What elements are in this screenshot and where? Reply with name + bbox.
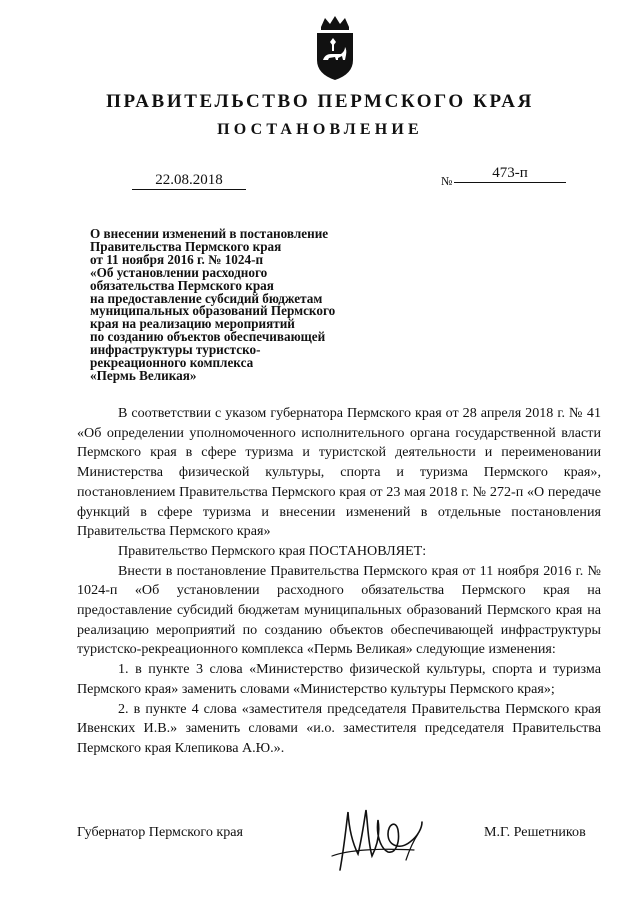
document-type: ПОСТАНОВЛЕНИЕ <box>217 121 423 138</box>
subject-line: по созданию объектов обеспечивающей <box>90 329 326 345</box>
subject-line: края на реализацию мероприятий <box>90 316 295 332</box>
resolution-phrase: Правительство Пермского края ПОСТАНОВЛЯЕТ: <box>118 542 427 559</box>
subject-line: обязательства Пермского края <box>90 277 274 293</box>
document-body <box>77 404 601 759</box>
subject-line: муниципальных образований Пермского <box>90 303 336 319</box>
subject-line: «Пермь Великая» <box>90 367 197 383</box>
subject-line: «Об установлении расходного <box>90 264 268 280</box>
subject-line: О внесении изменений в постановление <box>90 226 329 241</box>
government-title: ПРАВИТЕЛЬСТВО ПЕРМСКОГО КРАЯ <box>106 91 534 112</box>
signer-position: Губернатор Пермского края <box>77 824 244 840</box>
document-number: 473-п <box>454 164 566 183</box>
subject-line: на предоставление субсидий бюджетам <box>90 290 323 306</box>
document-date: 22.08.2018 <box>132 171 246 190</box>
signer-name: М.Г. Решетников <box>484 824 586 840</box>
perm-krai-coat-of-arms-icon <box>311 14 359 82</box>
preamble-paragraph: В соответствии с указом губернатора Пермского края от 28 апреля 2018 г. № 41 «Об определении уполномоченного исполнительного органа государственной власти Пермского края в сфере туризма и туристской деятельности и переименовании Министерства физической культуры, спорта и туризма Пермского края», постановлением Правительства Пермского края от 23 мая 2018 г. № 272-п «О передаче функций в сфере туризма и внесении изменений в отдельные постановления Правительства Пермского края» <box>77 405 601 540</box>
number-sign: № <box>441 174 453 188</box>
subject-line: Правительства Пермского края <box>90 238 282 254</box>
amendment-item-2: 2. в пункте 4 слова «заместителя председателя Правительства Пермского края Ивенских И.В.» заменить словами «и.о. заместителя председателя Правительства Пермского края Клепикова А.Ю.». <box>77 700 601 756</box>
intro-paragraph: Внести в постановление Правительства Пермского края от 11 ноября 2016 г. № 1024-п «Об установлении расходного обязательства Пермского края на предоставление субсидий бюджетам муниципальных образований Пермского края на реализацию мероприятий по созданию объектов обеспечивающей инфраструктуры туристско-рекреационного комплекса «Пермь Великая» следующие изменения: <box>77 562 601 658</box>
subject-line: от 11 ноября 2016 г. № 1024-п <box>90 251 264 267</box>
document-subject <box>90 228 390 383</box>
handwritten-signature-icon <box>318 798 458 878</box>
subject-line: инфраструктуры туристско- <box>90 342 261 358</box>
subject-line: рекреационного комплекса <box>90 355 254 371</box>
amendment-item-1: 1. в пункте 3 слова «Министерство физической культуры, спорта и туризма Пермского края» заменить словами «Министерство культуры Пермского края»; <box>77 661 601 697</box>
